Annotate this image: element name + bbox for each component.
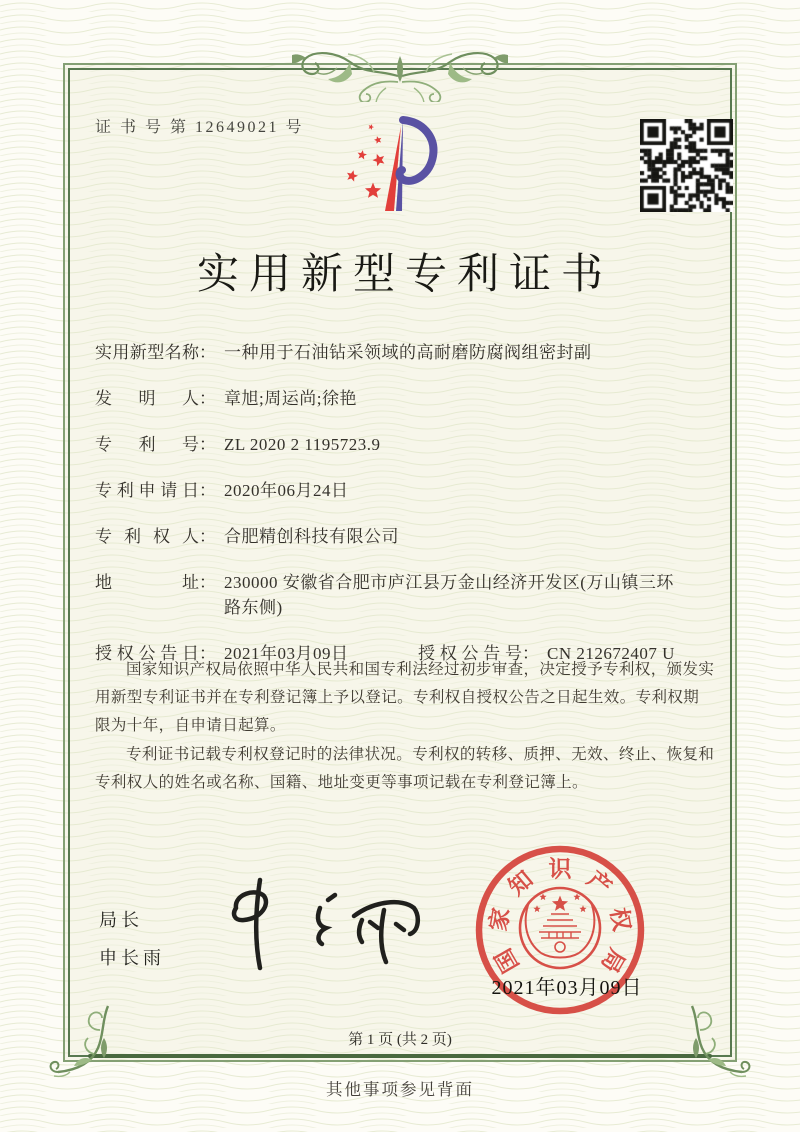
field-pair-grant-no: 授权公告号 ： CN 212672407 U	[418, 641, 675, 666]
field-row-filing-date: 专利申请日 ： 2020年06月24日	[95, 478, 715, 503]
qr-code	[640, 119, 733, 212]
field-value: 章旭;周运尚;徐艳	[224, 389, 357, 408]
svg-text:局: 局	[596, 944, 630, 977]
field-value: 合肥精创科技有限公司	[224, 527, 399, 546]
field-row-grant: 授权公告日 ： 2021年03月09日 授权公告号 ： CN 212672407 U	[95, 641, 715, 666]
field-value: 一种用于石油钻采领域的高耐磨防腐阀组密封副	[224, 343, 592, 362]
field-row-patent-no: 专利号 ： ZL 2020 2 1195723.9	[95, 432, 715, 457]
commissioner-name: 申长雨	[99, 948, 165, 968]
paragraph: 国家知识产权局依照中华人民共和国专利法经过初步审查，决定授予专利权，颁发实用新型专利证书并在专利登记簿上予以登记。专利权自授权公告之日起生效。专利权期限为十年，自申请日起算。	[95, 661, 715, 735]
page-number: 第 1 页 (共 2 页)	[348, 1032, 452, 1048]
field-label: 发明人	[95, 389, 199, 408]
commissioner-title: 局长	[99, 910, 143, 930]
field-row-name: 实用新型名称 ： 一种用于石油钻采领域的高耐磨防腐阀组密封副	[95, 340, 715, 365]
certificate-number: 证 书 号 第 12649021 号	[95, 119, 305, 136]
svg-text:识: 识	[548, 856, 572, 882]
field-label: 授权公告号	[418, 644, 522, 663]
field-value: 2020年06月24日	[224, 481, 349, 500]
field-label: 专利权人	[95, 527, 199, 546]
field-label: 实用新型名称	[95, 343, 199, 362]
svg-text:产: 产	[582, 866, 617, 901]
paragraph: 专利证书记载专利权登记时的法律状况。专利权的转移、质押、无效、终止、恢复和专利权人的姓名或名称、国籍、地址变更等事项记载在专利登记簿上。	[95, 745, 715, 791]
field-value: CN 212672407 U	[547, 644, 675, 663]
field-label: 授权公告日	[95, 644, 199, 663]
field-row-address: 地址 ： 230000 安徽省合肥市庐江县万金山经济开发区(万山镇三环路东侧)	[95, 570, 715, 620]
top-flourish-ornament-icon	[292, 40, 508, 102]
field-label: 地址	[95, 573, 199, 592]
svg-text:权: 权	[605, 905, 635, 933]
svg-text:知: 知	[503, 866, 538, 901]
svg-text:家: 家	[485, 905, 515, 933]
cnipa-logo-icon	[336, 108, 478, 240]
field-label: 专利申请日	[95, 481, 199, 500]
certificate-title: 实用新型专利证书	[196, 252, 613, 298]
svg-text:国: 国	[490, 944, 524, 977]
field-row-inventor: 发明人 ： 章旭;周运尚;徐艳	[95, 386, 715, 411]
field-value: 230000 安徽省合肥市庐江县万金山经济开发区(万山镇三环路东侧)	[224, 573, 674, 617]
grant-statement	[95, 656, 715, 797]
field-value: 2021年03月09日	[224, 644, 349, 663]
bottom-border-line	[88, 1054, 712, 1058]
certificate-fields	[95, 340, 715, 687]
seal-date: 2021年03月09日	[491, 977, 643, 999]
commissioner-signature-icon	[216, 874, 426, 978]
field-label: 专利号	[95, 435, 199, 454]
field-row-patentee: 专利权人 ： 合肥精创科技有限公司	[95, 524, 715, 549]
back-note: 其他事项参见背面	[326, 1080, 474, 1099]
field-value: ZL 2020 2 1195723.9	[224, 435, 381, 454]
